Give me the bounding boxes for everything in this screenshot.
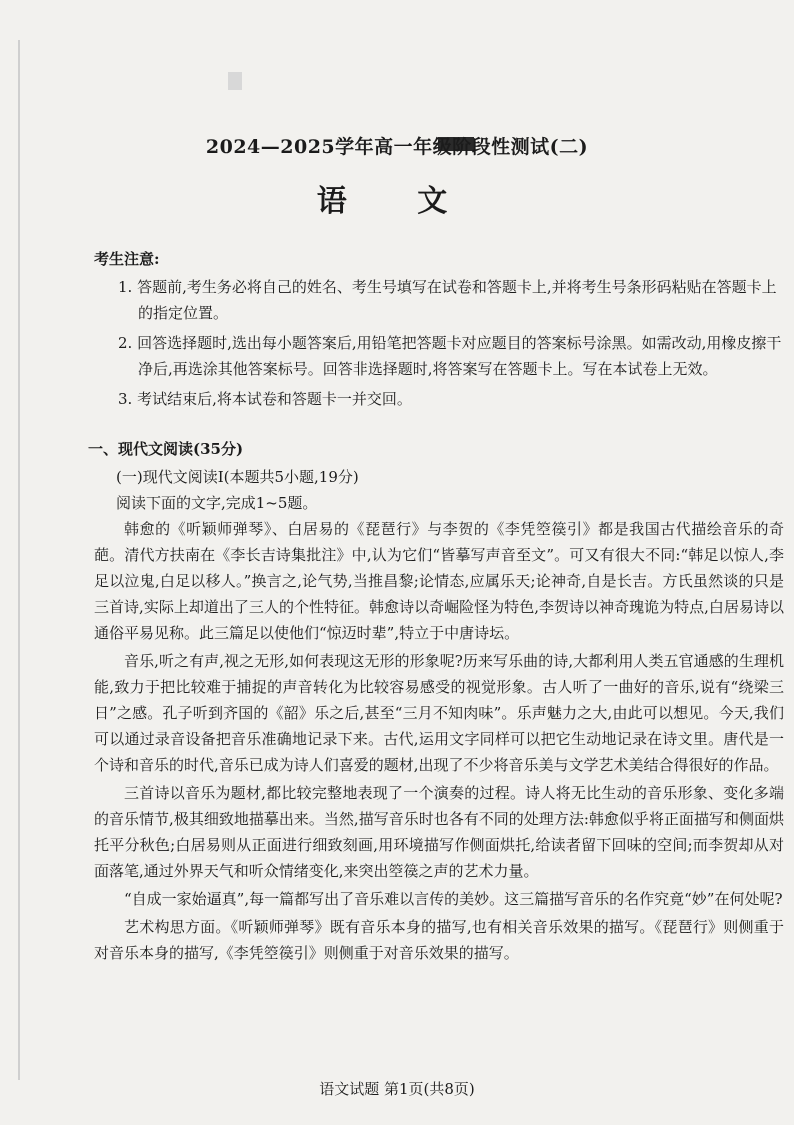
notice-item-3: 3. 考试结束后,将本试卷和答题卡一并交回。 <box>118 390 412 408</box>
notice-label: 考生注意: <box>94 250 160 268</box>
page-footer: 语文试题 第1页(共8页) <box>319 1080 475 1098</box>
subject-title: 语 文 <box>316 184 478 219</box>
sub-heading: (一)现代文阅读Ⅰ(本题共5小题,19分) <box>116 468 359 486</box>
passage-paragraph-4: “自成一家始逼真”,每一篇都写出了音乐难以言传的美妙。这三篇描写音乐的名作究竟“妙”在何处呢? <box>124 890 783 908</box>
passage-paragraph-5: 艺术构思方面。《听颖师弹琴》既有音乐本身的描写,也有相关音乐效果的描写。《琵琶行》则侧重于对音乐本身的描写,《李凭箜篌引》则侧重于对音乐效果的描写。 <box>94 918 784 962</box>
passage-paragraph-3: 三首诗以音乐为题材,都比较完整地表现了一个演奏的过程。诗人将无比生动的音乐形象、变化多端的音乐情节,极其细致地描摹出来。当然,描写音乐时也各有不同的处理方法:韩愈似乎将正面描写和侧面烘托平分秋色;白居易则从正面进行细致刻画,用环境描写作侧面烘托,给读者留下回味的空间;而李贺却从对面落笔,通过外界天气和听众情绪变化,来突出箜篌之声的艺术力量。 <box>94 784 784 880</box>
reading-instruction: 阅读下面的文字,完成1~5题。 <box>116 494 318 512</box>
exam-content <box>88 246 784 966</box>
notice-item-1: 1. 答题前,考生务必将自己的姓名、考生号填写在试卷和答题卡上,并将考生号条形码粘贴在答题卡上的指定位置。 <box>118 278 777 322</box>
passage-paragraph-2: 音乐,听之有声,视之无形,如何表现这无形的形象呢?历来写乐曲的诗,大都利用人类五官通感的生理机能,致力于把比较难于捕捉的声音转化为比较容易感受的视觉形象。古人听了一曲好的音乐,说有“绕梁三日”之感。孔子听到齐国的《韶》乐之后,甚至“三月不知肉味”。乐声魅力之大,由此可以想见。今天,我们可以通过录音设备把音乐准确地记录下来。古代,运用文字同样可以把它生动地记录在诗文里。唐代是一个诗和音乐的时代,音乐已成为诗人们喜爱的题材,出现了不少将音乐美与文学艺术美结合得很好的作品。 <box>94 652 784 774</box>
section-heading: 一、现代文阅读(35分) <box>88 440 244 458</box>
passage-paragraph-1: 韩愈的《听颖师弹琴》、白居易的《琵琶行》与李贺的《李凭箜篌引》都是我国古代描绘音乐的奇葩。清代方扶南在《李长吉诗集批注》中,认为它们“皆摹写声音至文”。可又有很大不同:“韩足以惊人,李足以泣鬼,白足以移人。”换言之,论气势,当推昌黎;论情态,应属乐天;论神奇,自是长吉。方氏虽然谈的只是三首诗,实际上却道出了三人的个性特征。韩愈诗以奇崛险怪为特色,李贺诗以神奇瑰诡为特点,白居易诗以通俗平易见称。此三篇足以使他们“惊迈时辈”,特立于中唐诗坛。 <box>94 520 784 642</box>
notice-item-2: 2. 回答选择题时,选出每小题答案后,用铅笔把答题卡对应题目的答案标号涂黑。如需改动,用橡皮擦干净后,再选涂其他答案标号。回答非选择题时,将答案写在答题卡上。写在本试卷上无效。 <box>118 334 782 378</box>
exam-title: 2024—2025学年高一年级阶段性测试(二) <box>205 136 589 158</box>
scan-mark-faint <box>228 72 242 90</box>
notice-list <box>94 274 784 412</box>
